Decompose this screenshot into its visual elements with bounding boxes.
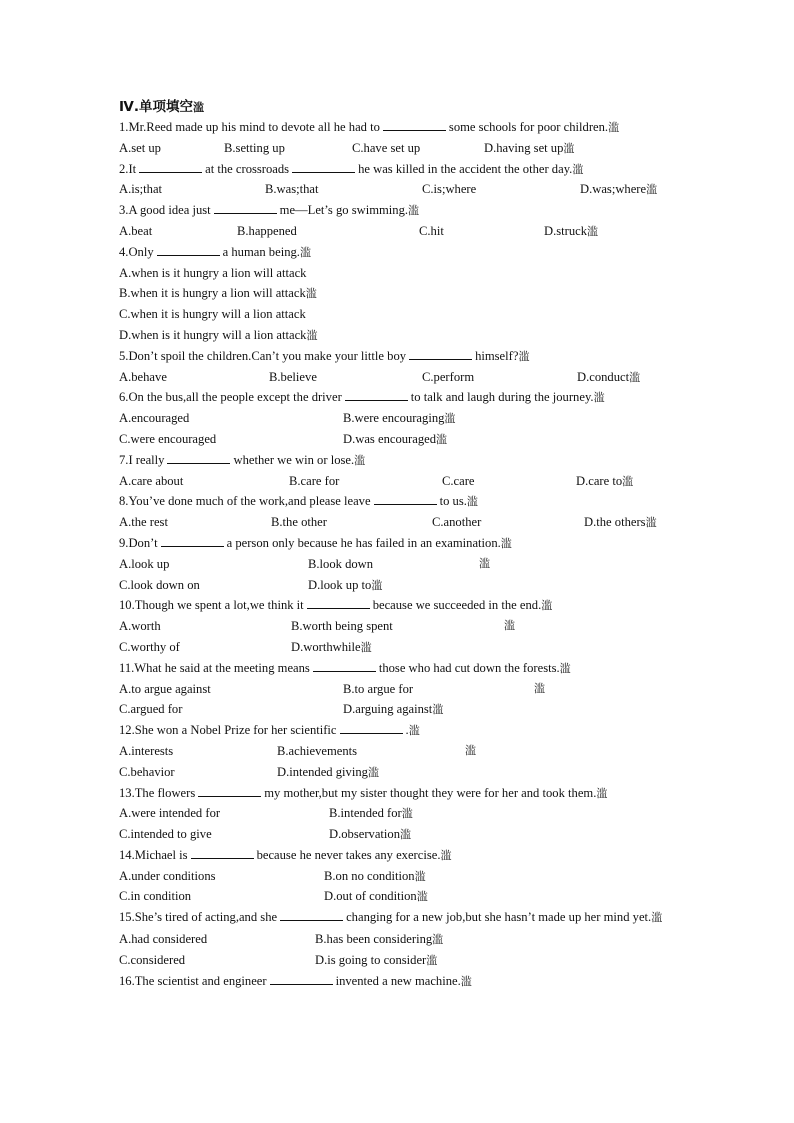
answer-option[interactable]: D.look up to滥 — [308, 577, 383, 592]
answer-option[interactable]: C.hit — [419, 223, 444, 238]
answer-option[interactable]: B.the other — [271, 515, 327, 530]
paragraph-mark: 滥 — [416, 890, 428, 904]
answer-option[interactable]: A.under conditions — [119, 868, 216, 883]
question-text: 16.The scientist and engineer — [119, 973, 267, 988]
question-stem — [119, 200, 675, 221]
question-stem — [119, 159, 675, 180]
paragraph-mark: 滥 — [460, 974, 472, 988]
answer-blank[interactable] — [313, 659, 376, 672]
answer-option[interactable]: D.conduct滥 — [577, 369, 641, 384]
answer-option[interactable]: B.care for — [289, 473, 340, 488]
answer-option[interactable]: B.intended for滥 — [329, 806, 413, 821]
paragraph-mark: 滥 — [401, 807, 413, 821]
answer-option[interactable]: A.care about — [119, 473, 184, 488]
answer-option[interactable]: C.have set up — [352, 140, 421, 155]
answer-blank[interactable] — [307, 596, 370, 609]
option-row — [119, 471, 675, 492]
option-row — [119, 325, 675, 346]
paragraph-mark: 滥 — [408, 724, 420, 738]
answer-option[interactable]: B.was;that — [265, 182, 319, 197]
paragraph-mark: 滥 — [360, 640, 372, 654]
question-text: to talk and laugh during the journey. — [410, 390, 594, 405]
answer-option[interactable]: A.look up — [119, 556, 170, 571]
question-text: some schools for poor children. — [448, 120, 609, 134]
question-stem — [119, 907, 675, 929]
question-text: 5.Don’t spoil the children.Can’t you make your little boy — [119, 348, 407, 363]
answer-option[interactable]: C.considered — [119, 952, 186, 967]
answer-option[interactable]: A.were intended for — [119, 806, 221, 821]
question-stem — [119, 533, 675, 554]
option-row — [119, 699, 675, 720]
paragraph-mark: 滥 — [563, 141, 575, 155]
paragraph-mark: 滥 — [587, 224, 599, 238]
paragraph-mark: 滥 — [436, 432, 448, 446]
answer-option[interactable]: D.worthwhile滥 — [291, 639, 372, 654]
answer-option[interactable]: A.interests — [119, 743, 174, 758]
question-stem — [119, 720, 675, 741]
answer-option[interactable]: D.out of condition滥 — [324, 889, 428, 904]
paragraph-mark: 滥 — [465, 743, 476, 757]
answer-option[interactable]: C.in condition — [119, 889, 192, 904]
answer-option[interactable]: B.believe — [269, 369, 317, 384]
answer-blank[interactable] — [198, 784, 261, 797]
question-stem — [119, 491, 675, 512]
question-stem — [119, 346, 675, 367]
question-text: changing for a new job,but she hasn’t made up her mind yet. — [346, 910, 652, 925]
question-stem — [119, 242, 675, 263]
answer-option[interactable]: B.on no condition滥 — [324, 868, 426, 883]
answer-blank[interactable] — [374, 492, 437, 505]
answer-option[interactable]: C.worthy of — [119, 639, 180, 654]
answer-option[interactable]: D.is going to consider滥 — [315, 952, 438, 967]
paragraph-mark: 滥 — [646, 183, 658, 197]
option-row — [119, 950, 675, 971]
paragraph-mark: 滥 — [629, 370, 641, 384]
option-row — [119, 138, 675, 159]
answer-blank[interactable] — [157, 243, 220, 256]
answer-option[interactable]: B.when it is hungry a lion will attack滥 — [119, 286, 317, 301]
section-heading: Ⅳ.单项填空 — [119, 99, 193, 115]
option-row — [119, 741, 675, 762]
question-text: 11.What he said at the meeting means — [119, 660, 310, 675]
question-text: those who had cut down the forests. — [378, 660, 560, 675]
question-text: 15.She’s tired of acting,and she — [119, 910, 278, 925]
paragraph-mark: 滥 — [651, 911, 663, 925]
answer-option[interactable]: C.perform — [422, 369, 475, 384]
paragraph-mark: 滥 — [622, 474, 634, 488]
answer-blank[interactable] — [191, 846, 254, 859]
answer-option[interactable]: C.when it is hungry will a lion attack — [119, 307, 306, 322]
answer-option[interactable]: D.observation滥 — [329, 827, 411, 842]
paragraph-mark: 滥 — [299, 245, 311, 259]
option-row — [119, 803, 675, 824]
question-text: himself? — [475, 348, 519, 363]
question-text: 4.Only — [119, 244, 154, 259]
paragraph-mark: 滥 — [371, 578, 383, 592]
answer-option[interactable]: A.encouraged — [119, 411, 190, 426]
answer-option[interactable]: A.when is it hungry a lion will attack — [119, 265, 307, 280]
answer-option[interactable]: B.worth being spent — [291, 619, 393, 634]
answer-option[interactable]: A.set up — [119, 140, 161, 155]
option-row — [119, 221, 675, 242]
paragraph-mark: 滥 — [306, 328, 318, 342]
paragraph-mark: 滥 — [479, 556, 490, 570]
question-text: 9.Don’t — [119, 535, 158, 550]
paragraph-mark: 滥 — [500, 536, 512, 550]
question-text: 8.You’ve done much of the work,and please leave — [119, 494, 371, 509]
question-text: a person only because he has failed in an examination. — [226, 535, 501, 550]
option-row — [119, 575, 675, 596]
option-row — [119, 762, 675, 783]
option-row — [119, 367, 675, 388]
answer-option[interactable]: C.another — [432, 515, 482, 530]
question-text: he was killed in the accident the other day. — [358, 161, 573, 176]
option-row — [119, 679, 675, 700]
question-stem — [119, 450, 675, 471]
paragraph-mark: 滥 — [432, 933, 444, 947]
answer-option[interactable]: C.look down on — [119, 577, 200, 592]
question-text: because he never takes any exercise. — [256, 847, 441, 862]
answer-option[interactable]: D.was;where滥 — [580, 182, 658, 197]
paragraph-mark: 滥 — [541, 599, 553, 613]
paragraph-mark: 滥 — [354, 453, 366, 467]
option-row — [119, 283, 675, 304]
answer-option[interactable]: D.intended giving滥 — [277, 764, 379, 779]
question-stem — [119, 387, 675, 408]
option-row — [119, 554, 675, 575]
answer-blank[interactable] — [383, 118, 446, 131]
answer-option[interactable]: A.beat — [119, 223, 153, 238]
question-text: 6.On the bus,all the people except the driver — [119, 390, 342, 405]
option-row — [119, 429, 675, 450]
question-stem — [119, 783, 675, 804]
option-row — [119, 512, 675, 533]
question-text: 10.Though we spent a lot,we think it — [119, 598, 304, 613]
paragraph-mark: 滥 — [466, 495, 478, 509]
paragraph-mark: 滥 — [408, 204, 420, 218]
answer-option[interactable]: A.had considered — [119, 932, 208, 947]
answer-option[interactable]: B.look down — [308, 556, 374, 571]
question-text: 1.Mr.Reed made up his mind to devote all he had to — [119, 120, 380, 134]
answer-option[interactable]: D.care to滥 — [576, 473, 634, 488]
answer-option[interactable]: B.were encouraging滥 — [343, 411, 456, 426]
question-text: 14.Michael is — [119, 847, 188, 862]
question-text: to us. — [439, 494, 467, 509]
option-row — [119, 616, 675, 637]
answer-option[interactable]: A.behave — [119, 369, 167, 384]
paragraph-mark: 滥 — [534, 681, 545, 695]
answer-option[interactable]: B.has been considering滥 — [315, 932, 444, 947]
question-list — [119, 117, 675, 991]
paragraph-mark: 滥 — [305, 287, 317, 301]
answer-blank[interactable] — [280, 908, 343, 921]
paragraph-mark: 滥 — [432, 703, 444, 717]
answer-option[interactable]: C.is;where — [422, 182, 477, 197]
option-row — [119, 929, 675, 950]
answer-blank[interactable] — [139, 160, 202, 173]
option-row — [119, 886, 675, 907]
question-text: a human being. — [222, 244, 300, 259]
question-text: 12.She won a Nobel Prize for her scientific — [119, 723, 337, 738]
paragraph-mark: 滥 — [440, 848, 452, 862]
section-heading-wrap — [119, 96, 675, 118]
answer-blank[interactable] — [409, 347, 472, 360]
answer-blank[interactable] — [214, 201, 277, 214]
question-stem — [119, 971, 675, 992]
answer-blank[interactable] — [292, 160, 355, 173]
option-row — [119, 637, 675, 658]
option-row — [119, 263, 675, 284]
answer-option[interactable]: D.struck滥 — [544, 223, 599, 238]
exercise-sheet — [119, 96, 675, 991]
paragraph-mark: 滥 — [426, 953, 438, 967]
option-row — [119, 304, 675, 325]
answer-option[interactable]: B.happened — [237, 223, 297, 238]
answer-option[interactable]: C.behavior — [119, 764, 175, 779]
question-stem — [119, 117, 675, 138]
answer-option[interactable]: C.intended to give — [119, 827, 212, 842]
paragraph-mark: 滥 — [596, 786, 608, 800]
question-text: because we succeeded in the end. — [372, 598, 542, 613]
paragraph-mark: 滥 — [367, 765, 379, 779]
question-text: 13.The flowers — [119, 785, 196, 800]
question-text: 2.It — [119, 161, 137, 176]
question-stem — [119, 845, 675, 866]
question-text: 7.I really — [119, 452, 165, 467]
paragraph-mark: 滥 — [192, 101, 204, 114]
question-text: my mother,but my sister thought they were for her and took them. — [264, 785, 597, 800]
option-row — [119, 408, 675, 429]
option-row — [119, 824, 675, 845]
paragraph-mark: 滥 — [559, 661, 571, 675]
answer-option[interactable]: C.argued for — [119, 702, 183, 717]
paragraph-mark: 滥 — [645, 516, 657, 530]
answer-blank[interactable] — [161, 534, 224, 547]
answer-option[interactable]: B.setting up — [224, 140, 285, 155]
paragraph-mark: 滥 — [400, 828, 411, 842]
answer-option[interactable]: A.is;that — [119, 182, 163, 197]
answer-option[interactable]: A.worth — [119, 619, 161, 634]
paragraph-mark: 滥 — [518, 349, 530, 363]
paragraph-mark: 滥 — [593, 391, 605, 405]
option-row — [119, 179, 675, 200]
question-text: 3.A good idea just — [119, 203, 211, 218]
answer-option[interactable]: C.care — [442, 473, 475, 488]
question-text: . — [405, 723, 409, 738]
answer-blank[interactable] — [167, 451, 230, 464]
answer-option[interactable]: C.were encouraged — [119, 431, 217, 446]
question-text: invented a new machine. — [335, 973, 461, 988]
answer-option[interactable]: D.the others滥 — [584, 515, 657, 530]
question-stem — [119, 595, 675, 616]
option-row — [119, 866, 675, 887]
answer-option[interactable]: D.arguing against滥 — [343, 702, 444, 717]
answer-option[interactable]: B.to argue for — [343, 681, 414, 696]
answer-option[interactable]: A.the rest — [119, 515, 168, 530]
question-text: whether we win or lose. — [233, 452, 355, 467]
paragraph-mark: 滥 — [572, 162, 584, 176]
answer-option[interactable]: B.achievements — [277, 743, 358, 758]
question-stem — [119, 658, 675, 679]
answer-blank[interactable] — [345, 388, 408, 401]
question-text: at the crossroads — [205, 161, 290, 176]
answer-blank[interactable] — [270, 972, 333, 985]
paragraph-mark: 滥 — [504, 619, 515, 633]
answer-option[interactable]: A.to argue against — [119, 681, 211, 696]
answer-option[interactable]: D.was encouraged滥 — [343, 431, 448, 446]
answer-option[interactable]: D.when is it hungry will a lion attack滥 — [119, 327, 318, 342]
answer-blank[interactable] — [340, 721, 403, 734]
paragraph-mark: 滥 — [414, 869, 426, 883]
paragraph-mark: 滥 — [608, 121, 620, 134]
question-text: me—Let’s go swimming. — [279, 203, 409, 218]
paragraph-mark: 滥 — [444, 412, 456, 426]
answer-option[interactable]: D.having set up滥 — [484, 140, 575, 155]
